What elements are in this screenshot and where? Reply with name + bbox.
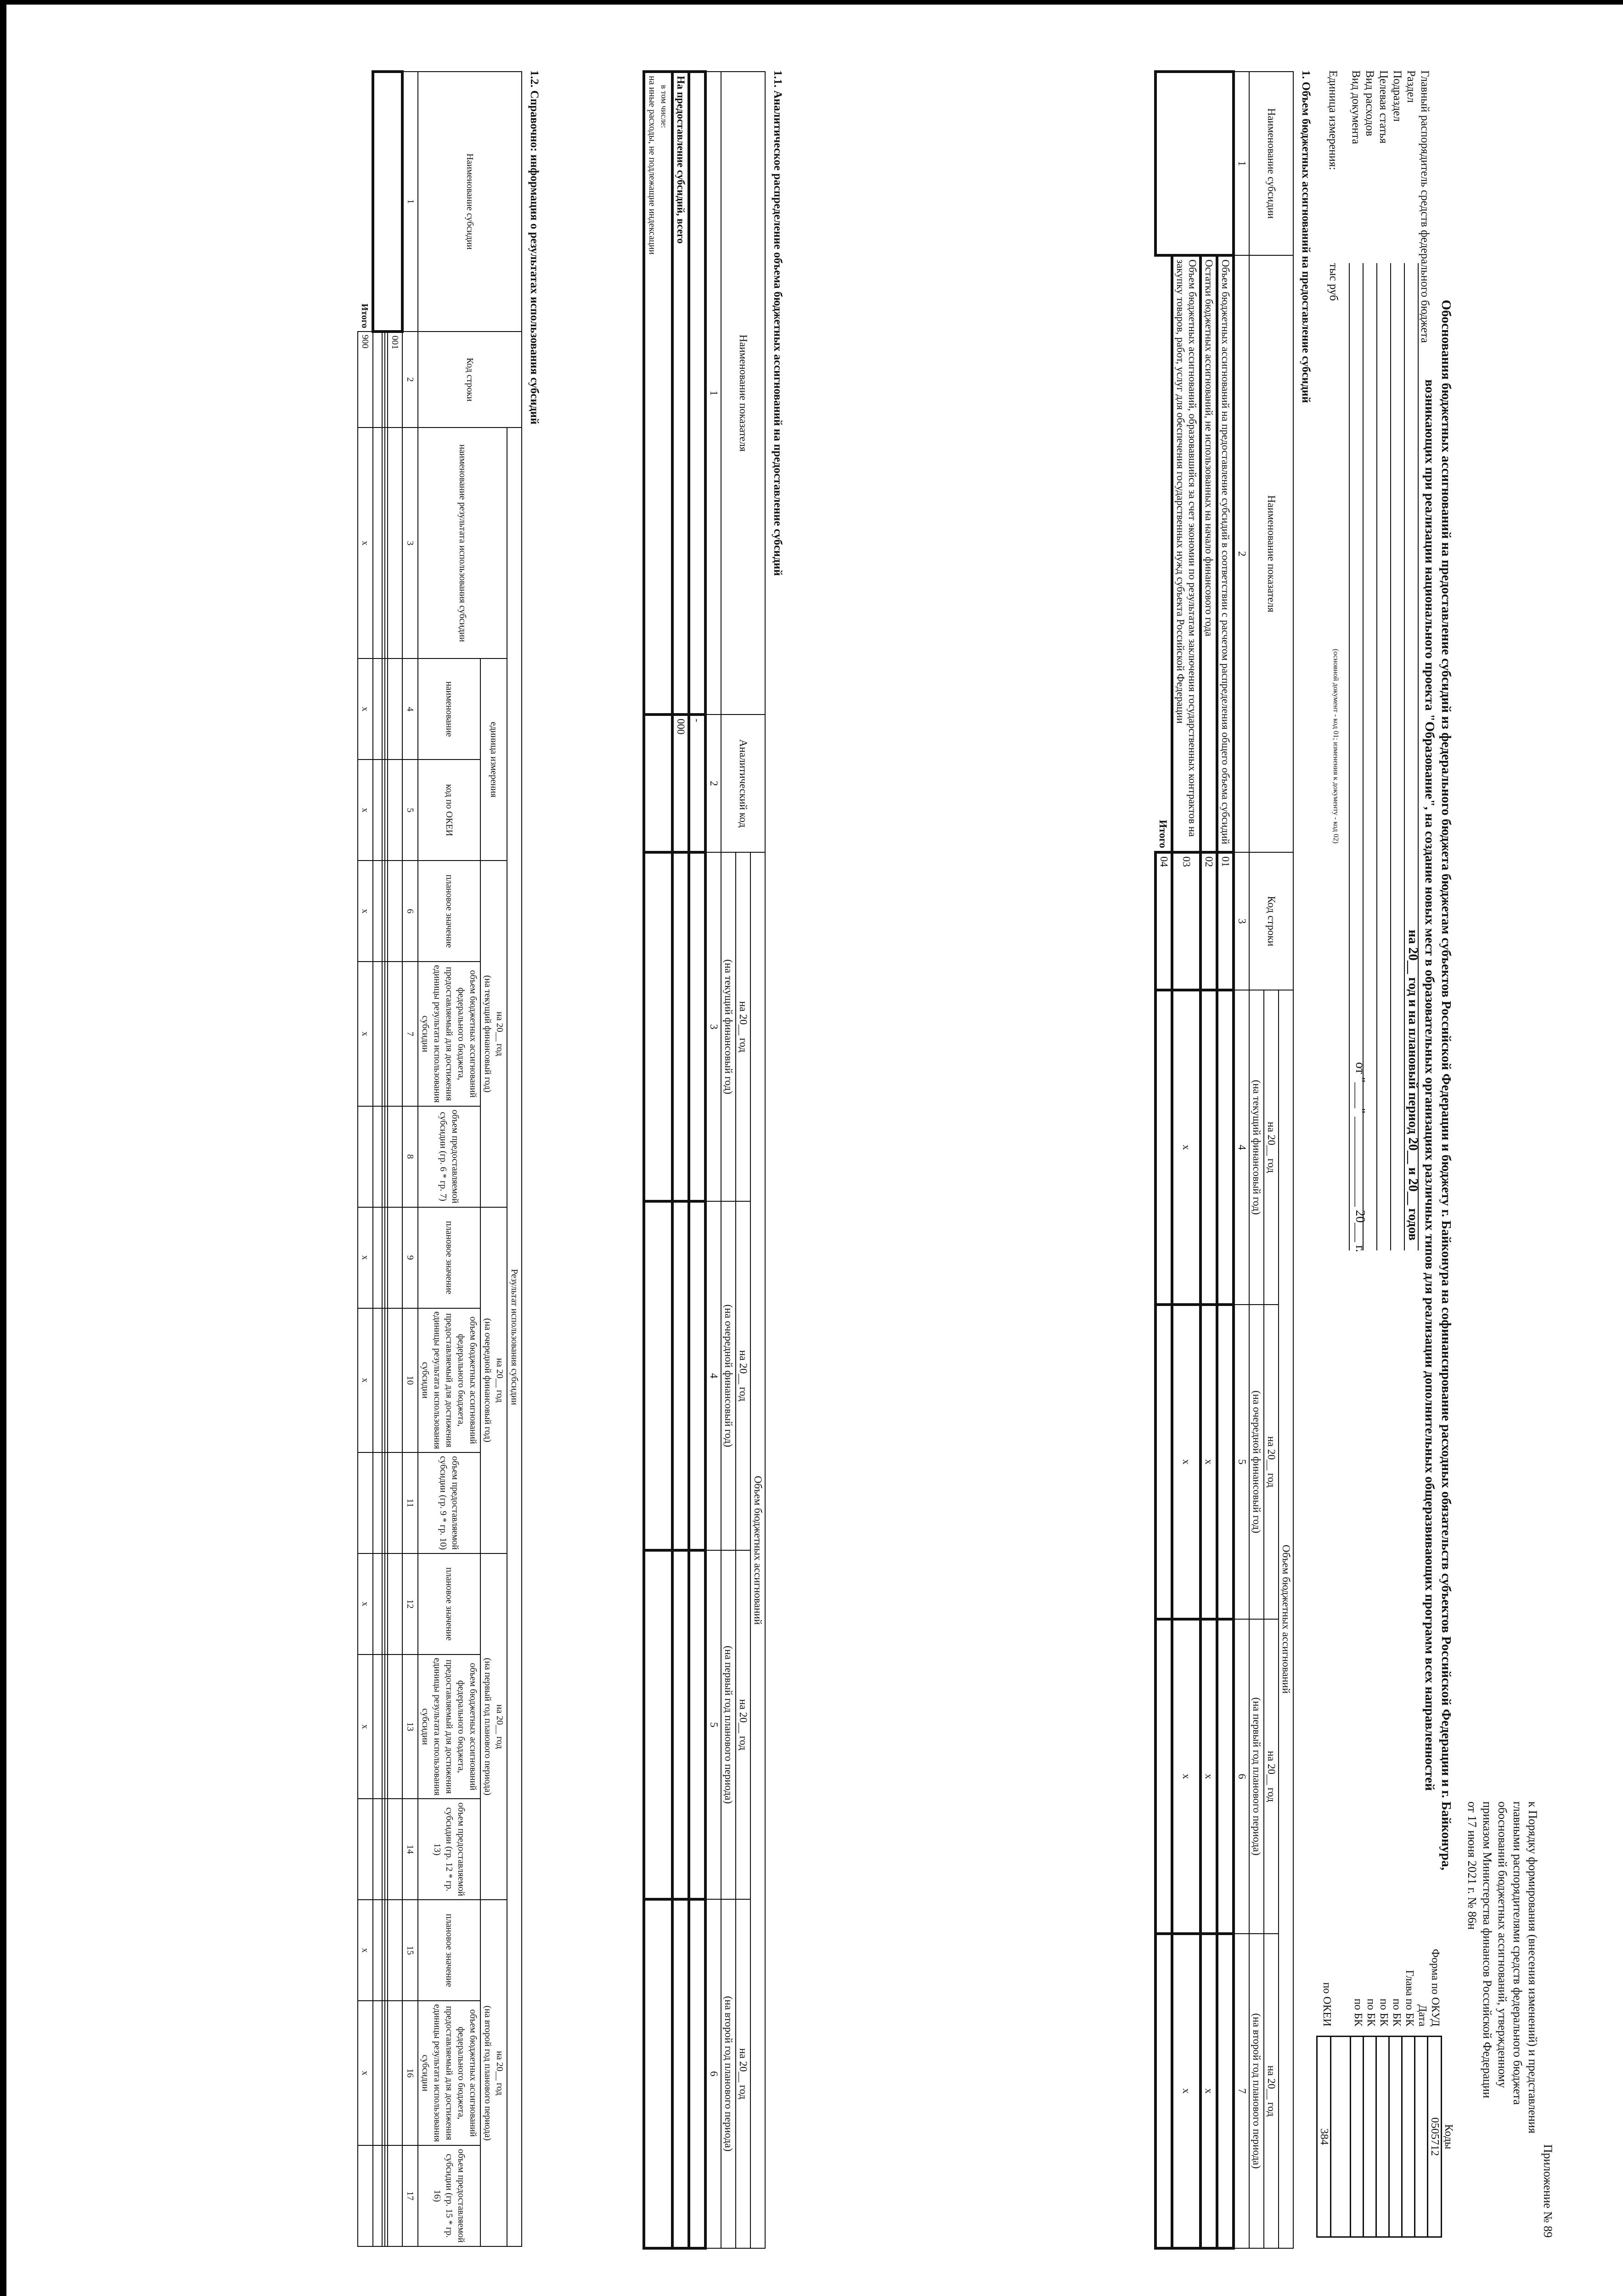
appendix-line: главными распорядителями средств федерального бюджета: [1511, 1801, 1524, 2105]
col-per-unit: объем бюджетных ассигнований федерального бюджета, предоставляемый для достижения единицы результата использования субсидии: [418, 962, 480, 1106]
bk-value: [1376, 2037, 1389, 2237]
value-cell: [644, 1201, 672, 1550]
table-row: [373, 72, 382, 2246]
appendix-line: обоснований бюджетных ассигнований, утвержденному: [1496, 1801, 1509, 2088]
scan-edge-left: [0, 0, 6, 2296]
value-cell: [689, 1899, 705, 2248]
table-row: [1172, 72, 1200, 2248]
value-cell: [644, 852, 672, 1201]
title-line: на 20__ год и на плановый период 20__ и 20__ годов: [1406, 929, 1420, 1241]
table-row: [1200, 72, 1217, 2248]
col-num: 8: [402, 1106, 418, 1207]
total-row: [672, 72, 689, 2248]
col-year-2-sub: (на очередной финансовый год): [1249, 1305, 1264, 1619]
col-volume: объем предоставляемой субсидии (гр. 9 * гр. 10): [418, 1452, 480, 1553]
value-cell: [689, 852, 705, 1201]
code-cell: -: [689, 715, 705, 852]
col-num: 1: [705, 72, 721, 715]
date-value: [1415, 2037, 1428, 2237]
meta-label: Раздел: [1405, 70, 1417, 103]
col-num: 4: [705, 1201, 721, 1550]
bk-label: по БК: [1378, 1998, 1390, 2026]
fill-line: [1363, 263, 1376, 1250]
col-num: 2: [705, 715, 721, 852]
x-cell: x: [358, 861, 373, 962]
col-year-4-sub: (на второй год планового периода): [721, 1899, 736, 2248]
indicator-cell: Объем бюджетных ассигнований на предоставление субсидий в соответствии с расчетом распределения общего объема субсидий: [1217, 255, 1234, 852]
value-cell: x: [1200, 1934, 1217, 2248]
col-year-2: на 20__ год: [1264, 1305, 1279, 1619]
unit-value: тыс руб: [1327, 263, 1340, 301]
col-num: 5: [1234, 1305, 1249, 1619]
col-num: 4: [402, 658, 418, 760]
code-cell: 03: [1172, 852, 1200, 990]
year-sub: (на второй год планового периода): [483, 2005, 493, 2141]
col-year-3: [480, 1553, 507, 1900]
col-results: Результат использования субсидии: [507, 428, 522, 2246]
subsidy-name-cell: [373, 72, 402, 332]
col-year-2: на 20__ год: [736, 1201, 750, 1550]
total-label: Итого: [1155, 255, 1172, 852]
meta-label: Вид расходов: [1364, 70, 1376, 136]
appendix-number: Приложение № 89: [1541, 2144, 1555, 2238]
x-cell: x: [358, 760, 373, 861]
section-1-1-title: 1.1. Аналитическое распределение объема бюджетных ассигнований на предоставление субсидий: [772, 70, 784, 576]
col-volume: объем предоставляемой субсидии (гр. 12 * гр. 13): [418, 1799, 480, 1900]
subsidy-name-cell: [1155, 72, 1234, 255]
col-num: 9: [402, 1207, 418, 1308]
doc-type-note: (основной документ - код 01; изменения к документу - код 02): [1332, 649, 1340, 844]
bk-label: Глава по БК: [1403, 1970, 1415, 2026]
col-num: 3: [1234, 852, 1249, 990]
col-row-code: Код строки: [1249, 852, 1293, 990]
section-1-2-table: [357, 70, 522, 2247]
col-year-1: на 20__ год: [736, 852, 750, 1201]
appendix-note: [1465, 1801, 1555, 2238]
col-unit-okei: код по ОКЕИ: [418, 760, 480, 861]
col-num: 10: [402, 1308, 418, 1452]
x-cell: x: [358, 962, 373, 1106]
col-year-1: на 20__ год: [1264, 990, 1279, 1305]
col-plan: плановое значение: [418, 1900, 480, 2001]
value-cell: [1155, 1619, 1172, 1934]
col-year-1: [480, 861, 507, 1207]
col-year-4: на 20__ год: [1264, 1934, 1279, 2248]
incl-cell: [644, 72, 672, 715]
code-cell: 001: [388, 332, 402, 428]
col-volume: Объем бюджетных ассигнований: [1279, 990, 1293, 2248]
col-year-1-sub: (на текущий финансовый год): [721, 852, 736, 1201]
code-cell: 02: [1200, 852, 1217, 990]
col-result-name: наименование результата использования субсидии: [418, 428, 507, 658]
x-cell: x: [358, 1553, 373, 1654]
col-num: 4: [1234, 990, 1249, 1305]
total-row: [1155, 72, 1172, 2248]
value-cell: x: [1172, 1619, 1200, 1934]
value-cell: [672, 1550, 689, 1899]
codes-labels: [1320, 1907, 1442, 2026]
meta-label: Подраздел: [1391, 70, 1403, 122]
value-cell: [672, 852, 689, 1201]
total-label: Итого: [358, 72, 373, 332]
value-cell: [1155, 1934, 1172, 2248]
value-cell: x: [1200, 1619, 1217, 1934]
col-year-3-sub: (на первый год планового периода): [721, 1550, 736, 1899]
col-num: 15: [402, 1900, 418, 2001]
x-cell: x: [358, 1308, 373, 1452]
value-cell: [689, 1201, 705, 1550]
incl-label: в том числе:: [659, 85, 669, 128]
indicator-cell: [689, 72, 705, 715]
col-num: 6: [705, 1899, 721, 2248]
appendix-line: от 17 июня 2021 г. № 86н: [1465, 1801, 1479, 1930]
col-unit-name: наименование: [418, 658, 480, 760]
col-indicator: Наименование показателя: [1249, 255, 1293, 852]
x-cell: x: [358, 1900, 373, 2001]
col-unit: единица измерения: [480, 658, 507, 861]
column-numbers-row: [1234, 72, 1249, 2248]
title-line: Обоснования бюджетных ассигнований на предоставление субсидий из федерального бюджета бюджетам субъектов Российской Федерации и бюджету г. Байконура на софинансирование расходных обязательств субъектов Российской Федерации и г. Байконура,: [1439, 299, 1454, 1871]
fill-line: [1349, 263, 1363, 1250]
col-num: 3: [705, 852, 721, 1201]
total-row: [358, 72, 373, 2246]
col-year-4: на 20__ год: [736, 1899, 750, 2248]
bk-value: [1389, 2037, 1402, 2237]
codes-header: Коды: [1443, 2124, 1454, 2150]
table-row: [382, 72, 385, 2246]
col-per-unit: объем бюджетных ассигнований федерального бюджета, предоставляемый для достижения единицы результата использования субсидии: [418, 1654, 480, 1799]
col-volume: объем предоставляемой субсидии (гр. 15 * гр. 16): [418, 2145, 480, 2246]
col-num: 11: [402, 1452, 418, 1553]
bk-label: по БК: [1352, 1998, 1364, 2026]
value-cell: [1200, 990, 1217, 1305]
title-line: возникающих при реализации национального проекта "Образование", на создание новых мест в образовательных организациях различных типов для реализации дополнительных общеразвивающих программ всех направленностей: [1422, 379, 1437, 1791]
year-sub: (на первый год планового периода): [483, 1658, 493, 1795]
code-cell: 01: [1217, 852, 1234, 990]
col-year-2-sub: (на очередной финансовый год): [721, 1201, 736, 1550]
col-year-4-sub: (на второй год планового периода): [1249, 1934, 1264, 2248]
col-indicator: Наименование показателя: [721, 72, 765, 715]
col-num: 6: [1234, 1619, 1249, 1934]
code-cell: 000: [672, 715, 689, 852]
x-cell: x: [358, 658, 373, 760]
date-label: Дата: [1416, 2004, 1428, 2026]
col-num: 2: [402, 332, 418, 428]
indicator-cell: Остатки бюджетных ассигнований, не использованных на начало финансового года: [1200, 255, 1217, 852]
value-cell: [358, 1452, 373, 1553]
col-plan: плановое значение: [418, 1553, 480, 1654]
unit-label: Единица измерения:: [1327, 70, 1339, 170]
value-cell: x: [1172, 1934, 1200, 2248]
col-num: 1: [402, 72, 418, 332]
col-analytic-code: Аналитический код: [721, 715, 765, 852]
value-cell: [1217, 1619, 1234, 1934]
value-cell: x: [1200, 1305, 1217, 1619]
table-row: [689, 72, 705, 2248]
x-cell: x: [358, 1207, 373, 1308]
value-cell: [1217, 1305, 1234, 1619]
col-volume: объем предоставляемой субсидии (гр. 6 * гр. 7): [418, 1106, 480, 1207]
col-num: 1: [1234, 72, 1249, 255]
okud-value: 0505712: [1428, 2037, 1442, 2237]
table-row: [1217, 72, 1234, 2248]
col-num: 14: [402, 1799, 418, 1900]
value-cell: [644, 1550, 672, 1899]
col-row-code: Код строки: [418, 332, 522, 428]
bk-value: [1351, 2037, 1364, 2237]
fill-line: [1418, 263, 1431, 1250]
total-label: На предоставление субсидий, всего: [672, 72, 689, 715]
appendix-line: приказом Министерства финансов Российской Федерации: [1481, 1801, 1494, 2099]
scan-edge-top: [0, 0, 1623, 5]
okud-label: Форма по ОКУД: [1429, 1949, 1441, 2026]
meta-label: Целевая статья: [1377, 70, 1390, 144]
col-num: 3: [402, 428, 418, 658]
value-cell: [1155, 1305, 1172, 1619]
col-num: 16: [402, 2001, 418, 2145]
year-sub: (на текущий финансовый год): [483, 975, 493, 1093]
value-cell: [644, 1899, 672, 2248]
column-numbers-row: [705, 72, 721, 2248]
year-label: на 20__ год: [495, 1011, 505, 1056]
x-cell: x: [358, 428, 373, 658]
col-year-2: [480, 1207, 507, 1553]
bk-value: [1364, 2037, 1376, 2237]
fill-line: [1376, 263, 1390, 1250]
value-cell: [689, 1550, 705, 1899]
col-year-3: на 20__ год: [736, 1550, 750, 1899]
col-per-unit: объем бюджетных ассигнований федерального бюджета, предоставляемый для достижения единицы результата использования субсидии: [418, 2001, 480, 2145]
col-num: 7: [402, 962, 418, 1106]
col-volume: Объем бюджетных ассигнований: [750, 852, 765, 2248]
col-num: 17: [402, 2145, 418, 2246]
year-sub: (на очередной финансовый год): [483, 1318, 493, 1442]
date-line: от "____" ______________ 20___ г.: [1353, 1062, 1367, 1253]
column-numbers-row: [402, 72, 418, 2246]
code-cell: 900: [358, 332, 373, 428]
col-num: 12: [402, 1553, 418, 1654]
col-year-3-sub: (на первый год планового периода): [1249, 1619, 1264, 1934]
meta-label: Вид документа: [1350, 70, 1362, 144]
other-expenses-label: на иные расходы, не подлежащие индексации: [647, 76, 657, 255]
doc-type-value: [1331, 2037, 1351, 2237]
col-year-4: [480, 1900, 507, 2246]
value-cell: x: [1172, 1305, 1200, 1619]
section-1-2-title: 1.2. Справочно: информация о результатах использования субсидий: [528, 70, 541, 425]
col-year-3: на 20__ год: [1264, 1619, 1279, 1934]
table-row: [385, 72, 388, 2246]
code-cell: 04: [1155, 852, 1172, 990]
value-cell: [672, 1899, 689, 2248]
section-1-table: [1154, 70, 1294, 2250]
okei-value: 384: [1317, 2037, 1331, 2237]
bk-label: по БК: [1365, 1998, 1377, 2026]
col-num: 2: [1234, 255, 1249, 852]
col-num: 13: [402, 1654, 418, 1799]
bk-label: по БК: [1391, 1998, 1403, 2026]
fill-line: [1404, 263, 1418, 1250]
document-page: [54, 52, 1569, 2265]
indicator-cell: Объем бюджетных ассигнований, образовавшийся за счет экономии по результатам заключения государственных контрактов на закупку товаров, работ, услуг для обеспечения государственных нужд субъекта Российской Федерации: [1172, 255, 1200, 852]
col-year-1-sub: (на текущий финансовый год): [1249, 990, 1264, 1305]
code-cell: [644, 715, 672, 852]
value-cell: [358, 1106, 373, 1207]
x-cell: x: [358, 1654, 373, 1799]
value-cell: [358, 2145, 373, 2246]
value-cell: [1217, 1934, 1234, 2248]
col-plan: плановое значение: [418, 1207, 480, 1308]
year-label: на 20__ год: [495, 2051, 505, 2096]
value-cell: x: [1172, 990, 1200, 1305]
meta-label: Главный распорядитель средств федерального бюджета: [1419, 70, 1431, 343]
codes-table: [1316, 2036, 1454, 2238]
year-label: на 20__ год: [495, 1704, 505, 1749]
col-plan: плановое значение: [418, 861, 480, 962]
col-num: 5: [705, 1550, 721, 1899]
meta-fill-lines: [1349, 263, 1431, 1253]
appendix-line: к Порядку формирования (внесения изменений) и представления: [1526, 1801, 1539, 2134]
col-num: 7: [1234, 1934, 1249, 2248]
x-cell: x: [358, 2001, 373, 2145]
value-cell: [672, 1201, 689, 1550]
value-cell: [1217, 990, 1234, 1305]
value-cell: [1155, 990, 1172, 1305]
value-cell: [358, 1799, 373, 1900]
col-num: 5: [402, 760, 418, 861]
section-1-1-table: [642, 70, 766, 2250]
col-num: 6: [402, 861, 418, 962]
okei-label: по ОКЕИ: [1321, 1982, 1333, 2026]
year-label: на 20__ год: [495, 1358, 505, 1403]
section-1-title: 1. Объем бюджетных ассигнований на предоставление субсидий: [1300, 70, 1312, 403]
col-subsidy-name: Наименование субсидии: [418, 72, 522, 332]
col-subsidy-name: Наименование субсидии: [1249, 72, 1293, 255]
fill-line: [1390, 263, 1404, 1250]
table-row: [644, 72, 672, 2248]
table-row: [388, 72, 402, 2246]
bk-value: [1402, 2037, 1415, 2237]
col-per-unit: объем бюджетных ассигнований федерального бюджета, предоставляемый для достижения единицы результата использования субсидии: [418, 1308, 480, 1452]
